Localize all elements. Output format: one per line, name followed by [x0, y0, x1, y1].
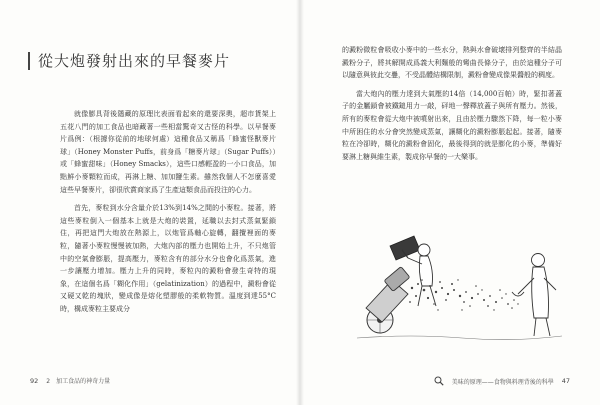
left-body-text: [60, 108, 276, 316]
right-page-number: 47: [561, 377, 570, 385]
right-body-text: [342, 44, 562, 163]
cereal-cannon-illustration: [352, 210, 566, 350]
right-paragraph-1: 的澱粉微粒會吸收小麥中的一些水分，熱與水會破壞排列整齊的半結晶澱粉分子，將其解開成爲義大利麵般的彎曲長條分子，由於這種分子可以隨意與彼此交疊，不受晶體結構限制，澱粉會變成像果醬般的稠度。: [342, 46, 562, 80]
right-footer: [434, 376, 570, 386]
book-gutter: [296, 0, 304, 405]
right-page: [300, 0, 600, 405]
chapter-title-text: 從大炮發射出來的早餐麥片: [38, 52, 231, 70]
left-footer: [30, 376, 110, 385]
left-running-header: 2 加工食品的神奇力量: [46, 378, 111, 385]
right-paragraph-2: 當大炮內的壓力達到大氣壓的14倍（14,000百帕）時，緊扣著蓋子的金屬鎖會被鐵鎚用力一敲，砰地一聲釋放蓋子與所有壓力。然後，所有的麥粒會從大炮中被噴射出來，且由於壓力驟然下降，每一粒小麥中所困住的水分會突然變成蒸氣，讓糊化的澱粉膨脹起起。接著，隨麥粒在冷卻時，糊化的澱粉會固化，最後得到的就是膨化的小麥，準備好要淋上糖與維生素，製成你早餐的一大樂事。: [342, 89, 562, 161]
title-marker: [28, 52, 30, 70]
magnifier-icon: [434, 376, 444, 386]
right-running-header: 美味的原理——食物與料理背後的科學: [451, 378, 554, 386]
chapter-title: [28, 50, 230, 71]
left-paragraph-2: 首先，麥粒到水分含量介於13%到14%之間的小麥粒。接著，將這些麥粒倒入一個基本上就是大炮的裝置，延職以去封式蒸氣緊鎖住，再把這門大炮放在熱源上，以炮管爲軸心旋轉，翻攪裡面的麥粒，隨著小麥粒慢慢被加熱，大炮內部的壓力也開始上升，不只炮管中的空氣會膨脹，提高壓力，麥粒含有的部分水分也會化爲蒸氣，進一步讓壓力增加。壓力上升的同時，麥粒內的澱粉會發生奇特的現象，在這個名爲「糊化作用」（gelatinization）的過程中，澱粉會從又硬又乾的塊狀，變成像是熔化塑膠般的柔軟物質。溫度到達55°C時，構成麥粒主要成分: [60, 204, 276, 313]
left-page-number: 92: [30, 376, 39, 385]
left-paragraph-1: 就像膨具背後隱藏的原理比表面看起來的還要深奧，超市貨架上五花八門的加工食品也暗藏著一些相當驚奇又古怪的科學。以早餐麥片爲例：（根據你從前的地球何處）這種食品又稱爲「蜂蜜怪獸麥片球」（Honey Monster Puffs，前身爲「糖麥片球」（Sugar Puffs））或「蜂蜜甜味」（Honey Smacks），這些口感輕盈的一小口食品，加點鮮小麥顆粒而成，再淋上糖、加加鹽生素。雖然我個人不怎麼喜愛這些早餐麥片，卻很欣賞商家爲了生產這類食品而投注的心力。: [60, 110, 276, 194]
